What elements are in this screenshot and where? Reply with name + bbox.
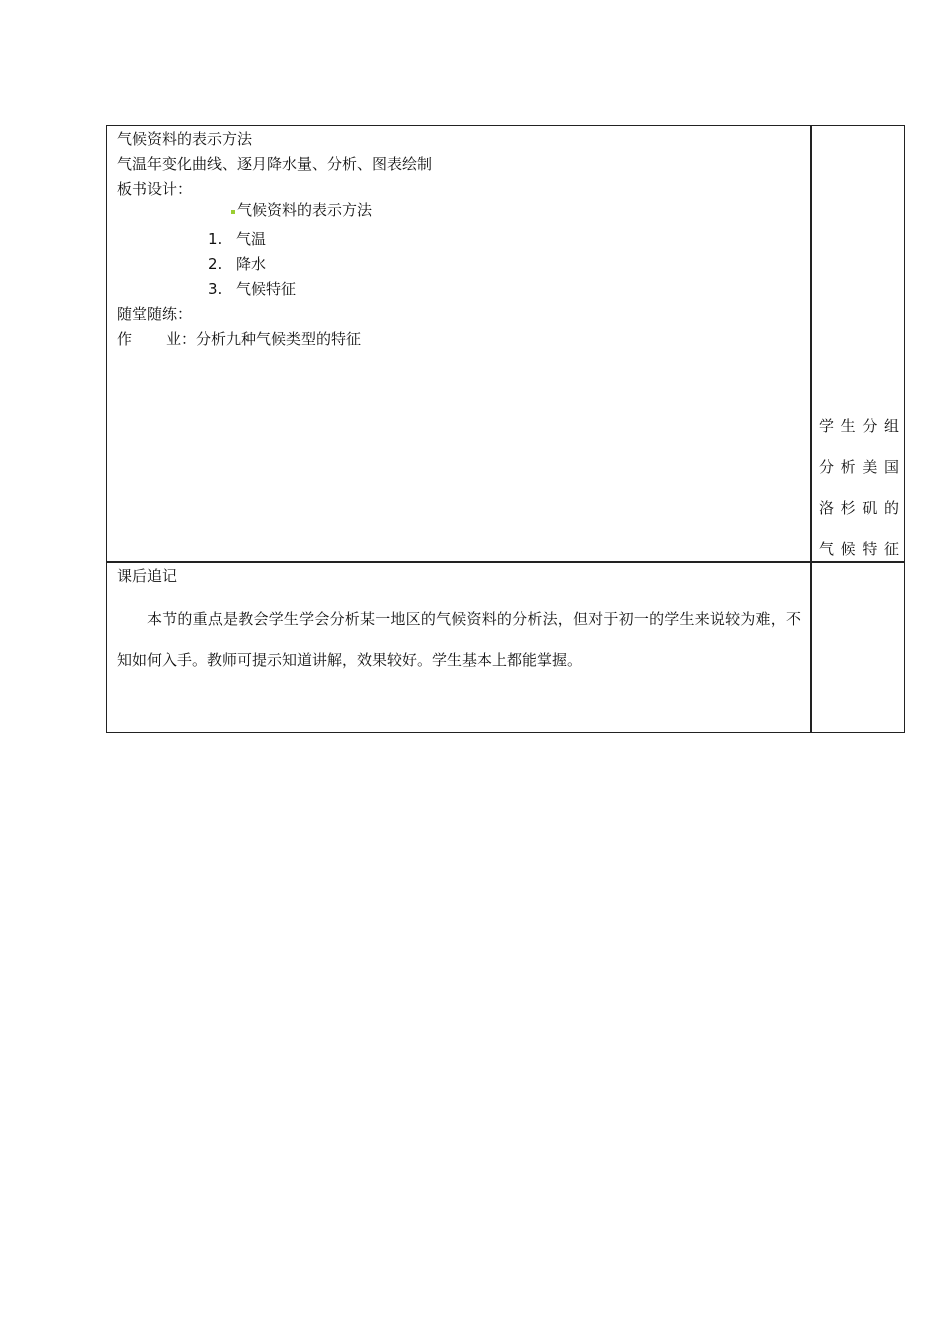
bullet-icon [231, 210, 235, 214]
practice-label: 随堂随练： [117, 305, 193, 323]
column-divider [810, 126, 812, 732]
row-divider [107, 561, 904, 563]
board-item-text: 降水 [236, 255, 267, 273]
homework-text: 分析九种气候类型的特征 [196, 330, 362, 348]
homework-label-start: 作 [117, 330, 133, 348]
side-note-line: 分析美国 [819, 458, 899, 476]
board-item [208, 230, 266, 248]
board-item [208, 280, 296, 298]
homework-label-end: 业： [166, 330, 197, 348]
side-note-line: 洛杉矶的 [819, 499, 899, 517]
board-item-text: 气温 [236, 230, 267, 248]
board-item [208, 255, 266, 273]
board-item-number: 3. [208, 280, 223, 298]
board-title: 气候资料的表示方法 [237, 201, 373, 219]
board-item-number: 2. [208, 255, 223, 273]
after-class-title: 课后追记 [117, 567, 178, 585]
content-line: 气温年变化曲线、逐月降水量、分析、图表绘制 [117, 155, 433, 173]
board-item-text: 气候特征 [236, 280, 297, 298]
board-item-number: 1. [208, 230, 223, 248]
side-note-line: 学生分组 [819, 417, 899, 435]
after-class-body: 本节的重点是教会学生学会分析某一地区的气候资料的分析法，但对于初一的学生来说较为难，不知如何入手。教师可提示知道讲解，效果较好。学生基本上都能掌握。 [117, 610, 801, 669]
homework-line [117, 330, 361, 348]
side-note [819, 406, 899, 570]
section-title: 气候资料的表示方法 [117, 130, 253, 148]
side-note-line: 气候特征 [819, 540, 899, 558]
board-design-label: 板书设计： [117, 180, 193, 198]
lesson-table [106, 125, 905, 733]
